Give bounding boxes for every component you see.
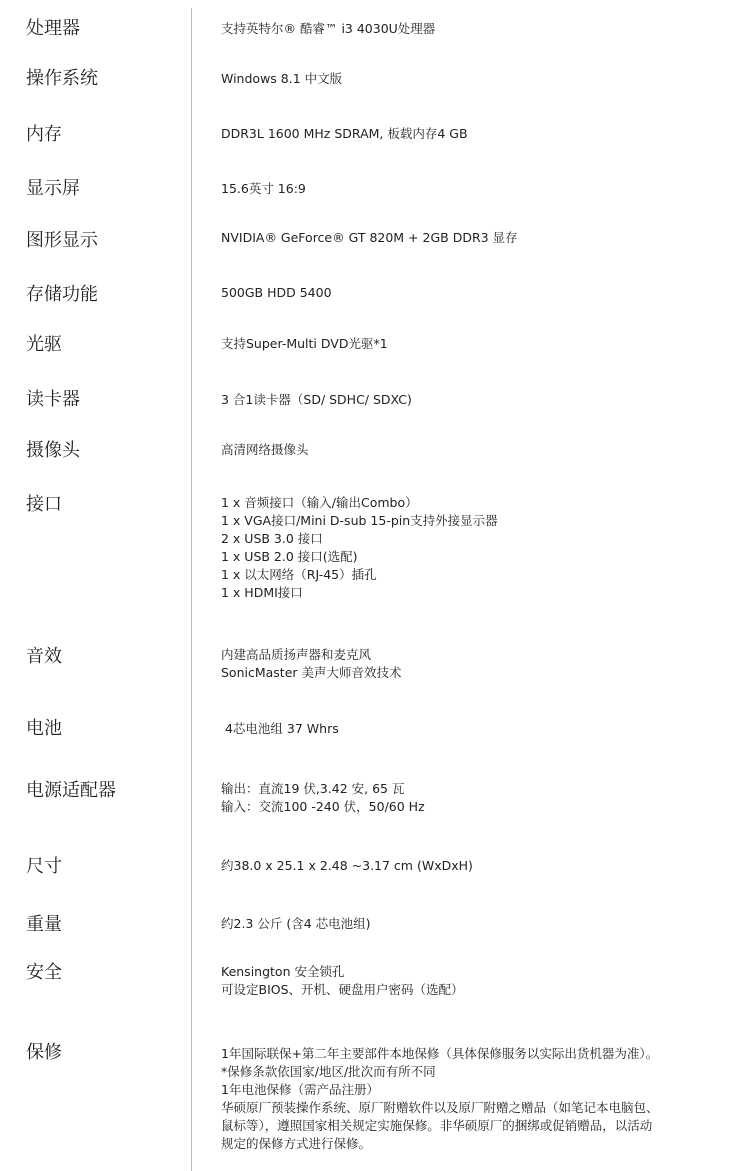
spec-value-line: 1 x 音频接口（输入/输出Combo） [221,495,418,510]
spec-value-line: 1 x 以太网络（RJ-45）插孔 [221,567,377,582]
spec-value-line: 2 x USB 3.0 接口 [221,531,323,546]
spec-value-line: 1 x VGA接口/Mini D-sub 15-pin支持外接显示器 [221,513,498,528]
spec-value-line: 规定的保修方式进行保修。 [221,1136,372,1151]
spec-value-line: 1 x USB 2.0 接口(选配) [221,549,358,564]
spec-value-line: 15.6英寸 16:9 [221,181,306,196]
spec-value [221,646,721,682]
spec-value-line: 3 合1读卡器（SD/ SDHC/ SDXC) [221,392,412,407]
spec-label: 显示屏 [26,178,80,199]
spec-value-line: 约38.0 x 25.1 x 2.48 ~3.17 cm (WxDxH) [221,858,473,873]
spec-value-line: 高清网络摄像头 [221,442,309,457]
spec-value [221,915,721,933]
spec-value-line: 华硕原厂预装操作系统、原厂附赠软件以及原厂附赠之赠品（如笔记本电脑包、 [221,1100,659,1115]
spec-value-line: SonicMaster 美声大师音效技术 [221,665,402,680]
spec-label: 电池 [26,718,62,739]
spec-value-line: 支持Super-Multi DVD光驱*1 [221,336,388,351]
spec-value-line: 可设定BIOS、开机、硬盘用户密码（选配） [221,982,464,997]
spec-value [221,780,721,816]
spec-value [221,284,721,302]
spec-value [221,494,721,602]
spec-value-line: 输入：交流100 -240 伏，50/60 Hz [221,799,425,814]
spec-value-line: 1年国际联保+第二年主要部件本地保修（具体保修服务以实际出货机器为准）。 [221,1046,659,1061]
spec-value-line: 支持英特尔® 酷睿™ i3 4030U处理器 [221,21,436,36]
spec-value [221,1045,721,1153]
column-divider [191,8,192,1171]
spec-value [221,963,721,999]
spec-value-line: 1年电池保修（需产品注册） [221,1082,379,1097]
spec-label: 存储功能 [26,284,98,305]
spec-label: 图形显示 [26,230,98,251]
spec-value-line: 4芯电池组 37 Whrs [221,721,339,736]
spec-label: 操作系统 [26,68,98,89]
spec-value-line: 500GB HDD 5400 [221,285,332,300]
spec-value [221,335,721,353]
spec-value [221,180,721,198]
spec-value [221,720,721,738]
spec-label: 安全 [26,962,62,983]
spec-label: 重量 [26,914,62,935]
spec-value-line: *保修条款依国家/地区/批次而有所不同 [221,1064,436,1079]
spec-label: 光驱 [26,334,62,355]
spec-value-line: 鼠标等），遵照国家相关规定实施保修。非华硕原厂的捆绑或促销赠品，以活动 [221,1118,653,1133]
spec-value [221,70,721,88]
spec-label: 接口 [26,494,62,515]
spec-label: 电源适配器 [26,780,116,801]
spec-value [221,391,721,409]
spec-label: 保修 [26,1042,62,1063]
spec-label: 内存 [26,124,62,145]
spec-value-line: 约2.3 公斤 (含4 芯电池组) [221,916,371,931]
spec-value [221,229,721,247]
spec-value [221,125,721,143]
spec-label: 读卡器 [26,389,80,410]
spec-label: 音效 [26,646,62,667]
spec-value-line: NVIDIA® GeForce® GT 820M + 2GB DDR3 显存 [221,230,518,245]
spec-value-line: Kensington 安全锁孔 [221,964,345,979]
spec-value-line: DDR3L 1600 MHz SDRAM, 板载内存4 GB [221,126,468,141]
spec-value [221,441,721,459]
spec-value [221,20,721,38]
spec-label: 摄像头 [26,440,80,461]
spec-label: 处理器 [26,18,80,39]
spec-value-line: 输出：直流19 伏,3.42 安, 65 瓦 [221,781,405,796]
spec-value [221,857,721,875]
spec-value-line: Windows 8.1 中文版 [221,71,343,86]
spec-value-line: 1 x HDMI接口 [221,585,303,600]
spec-label: 尺寸 [26,856,62,877]
spec-value-line: 内建高品质扬声器和麦克风 [221,647,372,662]
